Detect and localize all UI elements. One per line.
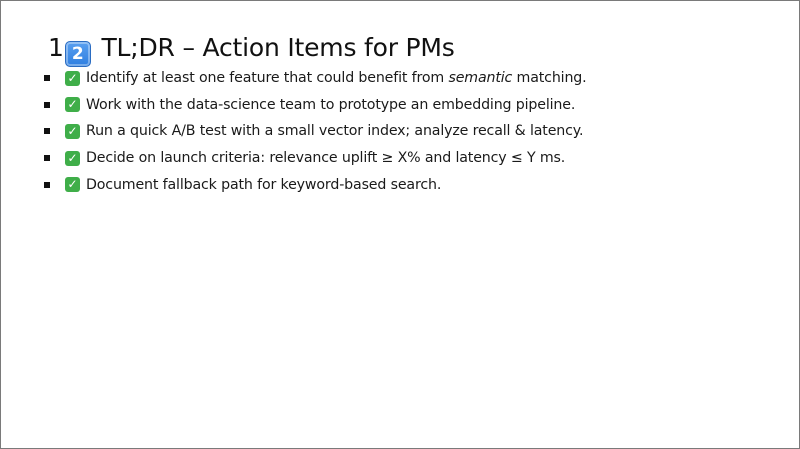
check-mark-button-icon: ✓ [65, 97, 80, 112]
list-item [44, 145, 587, 172]
title-text: TL;DR – Action Items for PMs [101, 33, 455, 62]
list-item [44, 92, 587, 119]
bullet-square-icon [44, 128, 50, 134]
list-item-text: Decide on launch criteria: relevance uplift ≥ X% and latency ≤ Y ms. [86, 150, 566, 167]
list-item-text: Document fallback path for keyword-based search. [86, 176, 442, 193]
bullet-square-icon [44, 155, 50, 161]
title-number-prefix: 1 [48, 33, 64, 62]
list-item [44, 65, 587, 92]
action-items-list [44, 65, 587, 198]
check-mark-button-icon: ✓ [65, 124, 80, 139]
check-mark-button-icon: ✓ [65, 177, 80, 192]
list-item [44, 118, 587, 145]
list-item-text: Work with the data-science team to prototype an embedding pipeline. [86, 96, 576, 113]
list-item-text-emphasis: semantic [448, 70, 513, 87]
slide-title [48, 32, 455, 67]
list-item-text [86, 70, 587, 86]
list-item-text-after: matching. [512, 70, 587, 87]
keycap-digit-icon: 2 [65, 41, 91, 67]
list-item [44, 171, 587, 198]
bullet-square-icon [44, 102, 50, 108]
list-item-text: Run a quick A/B test with a small vector index; analyze recall & latency. [86, 123, 584, 140]
bullet-square-icon [44, 182, 50, 188]
list-item-text-before: Identify at least one feature that could benefit from [86, 70, 449, 87]
check-mark-button-icon: ✓ [65, 71, 80, 86]
check-mark-button-icon: ✓ [65, 151, 80, 166]
bullet-square-icon [44, 75, 50, 81]
